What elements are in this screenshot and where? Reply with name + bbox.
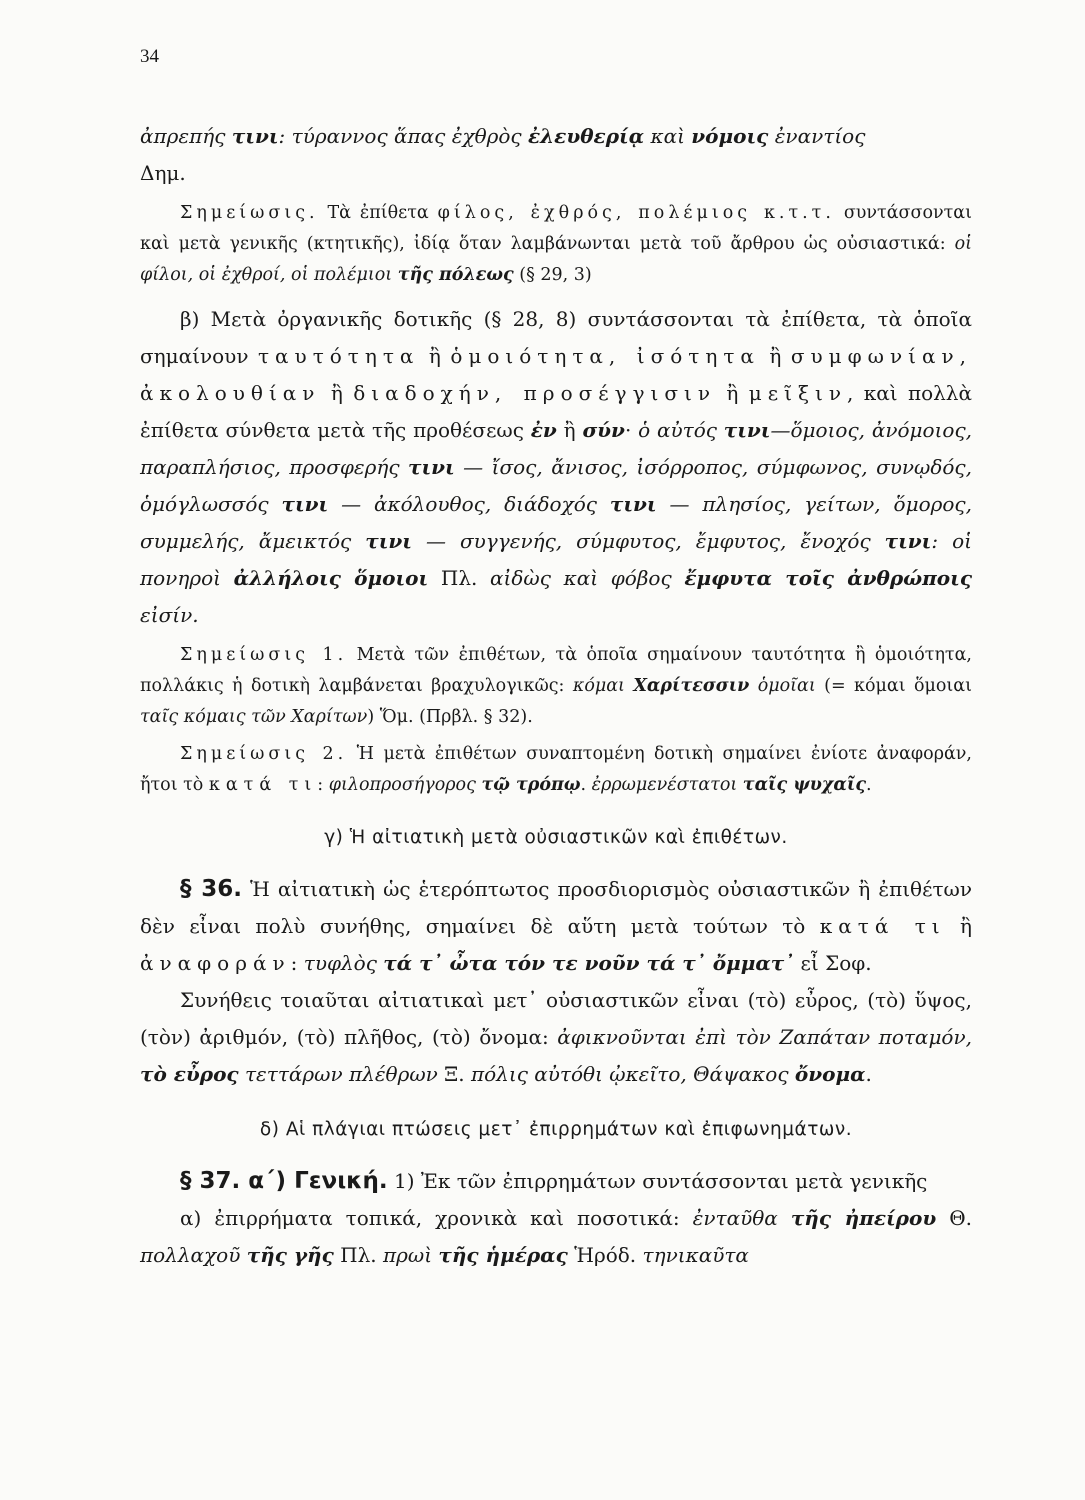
text: αἰδὼς καὶ φόβος [490,566,685,590]
bold-term: τῆς ἠπείρου [790,1206,937,1230]
spaced-term: ὁμοιότητα, ἰσότητα [450,344,760,368]
text: Ἡ αἰτιατικὴ ὡς ἑτερόπτωτος προσδιορισμὸς οὐσιαστικῶν ἢ ἐπιθέτων δὲν εἶναι πολὺ συνήθης, σημαίνει δὲ αὕτη μετὰ τούτων τὸ [140,877,972,938]
text: ἢ [945,914,972,938]
text: οἱ φίλοι, οἱ ἐχθροί, οἱ πολέμιοι [140,234,972,285]
text: Πλ. [333,1243,383,1267]
text: τεττάρων πλέθρων [238,1062,438,1086]
text: φιλοπροσήγορος [328,775,482,795]
spaced-term: μεῖξιν [748,381,847,405]
bold-term: ἔμφυτα τοῖς ἀνθρώποις [684,566,972,590]
text: Συνήθεις τοιαῦται αἰτιατικαὶ μετ᾽ οὐσιαστικῶν εἶναι (τὸ) εὖρος, (τὸ) ὕψος, (τὸν) ἀριθμόν, (τὸ) πλῆθος, (τὸ) ὄνομα: [140,988,972,1049]
beta-paragraph [140,301,972,634]
text: πόλις αὐτόθι ᾠκεῖτο, Θάψακος [470,1062,795,1086]
spaced-term: ταυτότητα [257,344,420,368]
text: Θ. [936,1206,973,1230]
note-paragraph [140,739,972,801]
text: — ἀκόλουθος, διάδοχός [328,492,610,516]
alpha-paragraph [140,1200,972,1274]
bold-term: νόμοις [691,124,769,148]
text: ἐνταῦθα [692,1206,791,1230]
bold-term: τινι [231,124,279,148]
example-paragraph [140,118,972,192]
text: πολλαχοῦ [140,1243,247,1267]
bold-term: ἐλευθερίᾳ [528,124,645,148]
text: : [290,951,304,975]
text: κόμαι [572,676,634,696]
text: ἐρρωμενέστατοι [591,775,743,795]
text: ἀπρεπής [140,124,232,148]
text: : οἱ πονηροὶ [140,529,973,590]
bold-term: σύν [582,418,625,442]
bold-term: τῆς γῆς [246,1243,334,1267]
section-heading-gamma: γ) Ἡ αἰτιατικὴ μετὰ οὐσιαστικῶν καὶ ἐπιθέτων. [324,827,788,848]
text: ἢ [419,344,451,368]
text: Ἡρόδ. [567,1243,643,1267]
text: (§ 29, 3) [513,265,592,285]
bold-term: τινι [408,455,455,479]
text: ἢ [556,418,583,442]
spaced-term: συμφωνίαν, ἀκολουθίαν [140,344,972,405]
text: Τὰ ἐπίθετα [318,203,438,223]
section-36-paragraph [140,871,972,982]
text: ὁμοῖαι [749,676,816,696]
text: πρωὶ [382,1243,439,1267]
note-label: Σημείωσις 1. [180,645,348,665]
text: . [865,1062,872,1086]
text: ἢ [320,381,354,405]
text: Ξ. [437,1062,471,1086]
text: τυφλὸς [303,951,384,975]
bold-term: τά τ᾽ ὦτα τόν τε νοῦν τά τ᾽ ὄμματ᾽ [383,951,795,975]
text: : [317,775,329,795]
text: , καὶ πολλὰ ἐπίθετα σύνθετα μετὰ τῆς προθέσεως [140,381,972,442]
text: ) Ὅμ. (Πρβλ. § 32). [367,707,533,727]
text: — ἴσος, ἄνισος, ἰσόρροπος, σύμφωνος, συνῳδός, ὁμόγλωσσός [140,455,972,516]
spaced-term: διαδοχήν, προσέγγισιν [353,381,717,405]
text: 1) Ἐκ τῶν ἐπιρρημάτων συντάσσονται μετὰ γενικῆς [387,1169,928,1193]
text: · [624,418,639,442]
bold-term: τινι [365,529,412,553]
section-number: § 36. [180,876,242,902]
text: ἀφικνοῦνται ἐπὶ τὸν Ζαπάταν ποταμόν, [557,1025,972,1049]
section-number: § 37. α´) Γενική. [180,1168,388,1194]
text: εἰσίν. [140,603,199,627]
text: ταῖς κόμαις τῶν Χαρίτων [140,707,368,727]
bold-term: τινι [609,492,657,516]
page-body [140,118,972,1274]
bold-term: ἐν [530,418,557,442]
text: Πλ. [428,566,491,590]
bold-term: τῆς ἡμέρας [438,1243,568,1267]
text: ἐναντίος [768,124,866,148]
bold-term: τινι [884,529,932,553]
text: —ὅμοιος, ἀνόμοιος, παραπλήσιος, προσφερής [140,418,973,479]
bold-term: Χαρίτεσσιν [633,676,750,696]
text: — πλησίος, γείτων, ὅμορος, συμμελής, ἄμεικτός [140,492,972,553]
source-ref: Δημ. [140,161,186,185]
text: τηνικαῦτα [642,1243,749,1267]
spaced-term: φίλος, ἐχθρός, πολέμιος κ.τ.τ. [437,203,835,223]
bold-term: ὄνομα [794,1062,866,1086]
spaced-term: κατά τι [208,775,318,795]
text: . [865,775,872,795]
text: β) Μετὰ ὀργανικῆς δοτικῆς (§ 28, 8) συντάσσονται τὰ ἐπίθετα, τὰ ὁποῖα σημαίνουν [140,307,972,368]
bold-term: τῆς πόλεως [397,265,514,285]
text: α) ἐπιρρήματα τοπικά, χρονικὰ καὶ ποσοτικά: [180,1206,693,1230]
note-label: Σημείωσις. [180,203,319,223]
text: (= κόμαι ὅμοιαι [815,676,972,696]
text: ὁ αὐτός [638,418,724,442]
text: ἢ [759,344,791,368]
note-label: Σημείωσις 2. [180,744,348,764]
text: . [580,775,592,795]
text: Ἡ μετὰ ἐπιθέτων συναπτομένη δοτικὴ σημαίνει ἐνίοτε ἀναφοράν, ἤτοι τὸ [140,744,972,795]
bold-term: ταῖς ψυχαῖς [742,775,866,795]
text: ἢ [716,381,749,405]
text: συντάσσονται καὶ μετὰ γενικῆς (κτητικῆς), ἰδίᾳ ὅταν λαμβάνωνται μετὰ τοῦ ἄρθρου ὡς οὐσιαστικά: [140,203,972,254]
bold-term: τῷ τρόπῳ [481,775,581,795]
bold-term: τὸ εὖρος [140,1062,239,1086]
section-37-paragraph [140,1163,972,1200]
note-paragraph [140,640,972,733]
text: Μετὰ τῶν ἐπιθέτων, τὰ ὁποῖα σημαίνουν ταυτότητα ἢ ὁμοιότητα, πολλάκις ἡ δοτικὴ λαμβάνεται βραχυλογικῶς: [140,645,972,696]
section-heading-delta: δ) Αἱ πλάγιαι πτώσεις μετ᾽ ἐπιρρημάτων καὶ ἐπιφωνημάτων. [259,1119,853,1140]
text: καὶ [644,124,692,148]
text: — συγγενής, σύμφυτος, ἔμφυτος, ἔνοχός [411,529,885,553]
note-paragraph [140,198,972,291]
section-36-paragraph-2 [140,982,972,1093]
bold-term: τινι [723,418,771,442]
bold-term: ἀλλήλοις ὅμοιοι [233,566,429,590]
text: : τύραννος ἅπας ἐχθρὸς [278,124,528,148]
text: εἶ Σοφ. [794,951,872,975]
spaced-term: κατά τι [819,914,946,938]
page-number: 34 [140,46,159,67]
spaced-term: ἀναφοράν [140,951,291,975]
bold-term: τινι [281,492,329,516]
